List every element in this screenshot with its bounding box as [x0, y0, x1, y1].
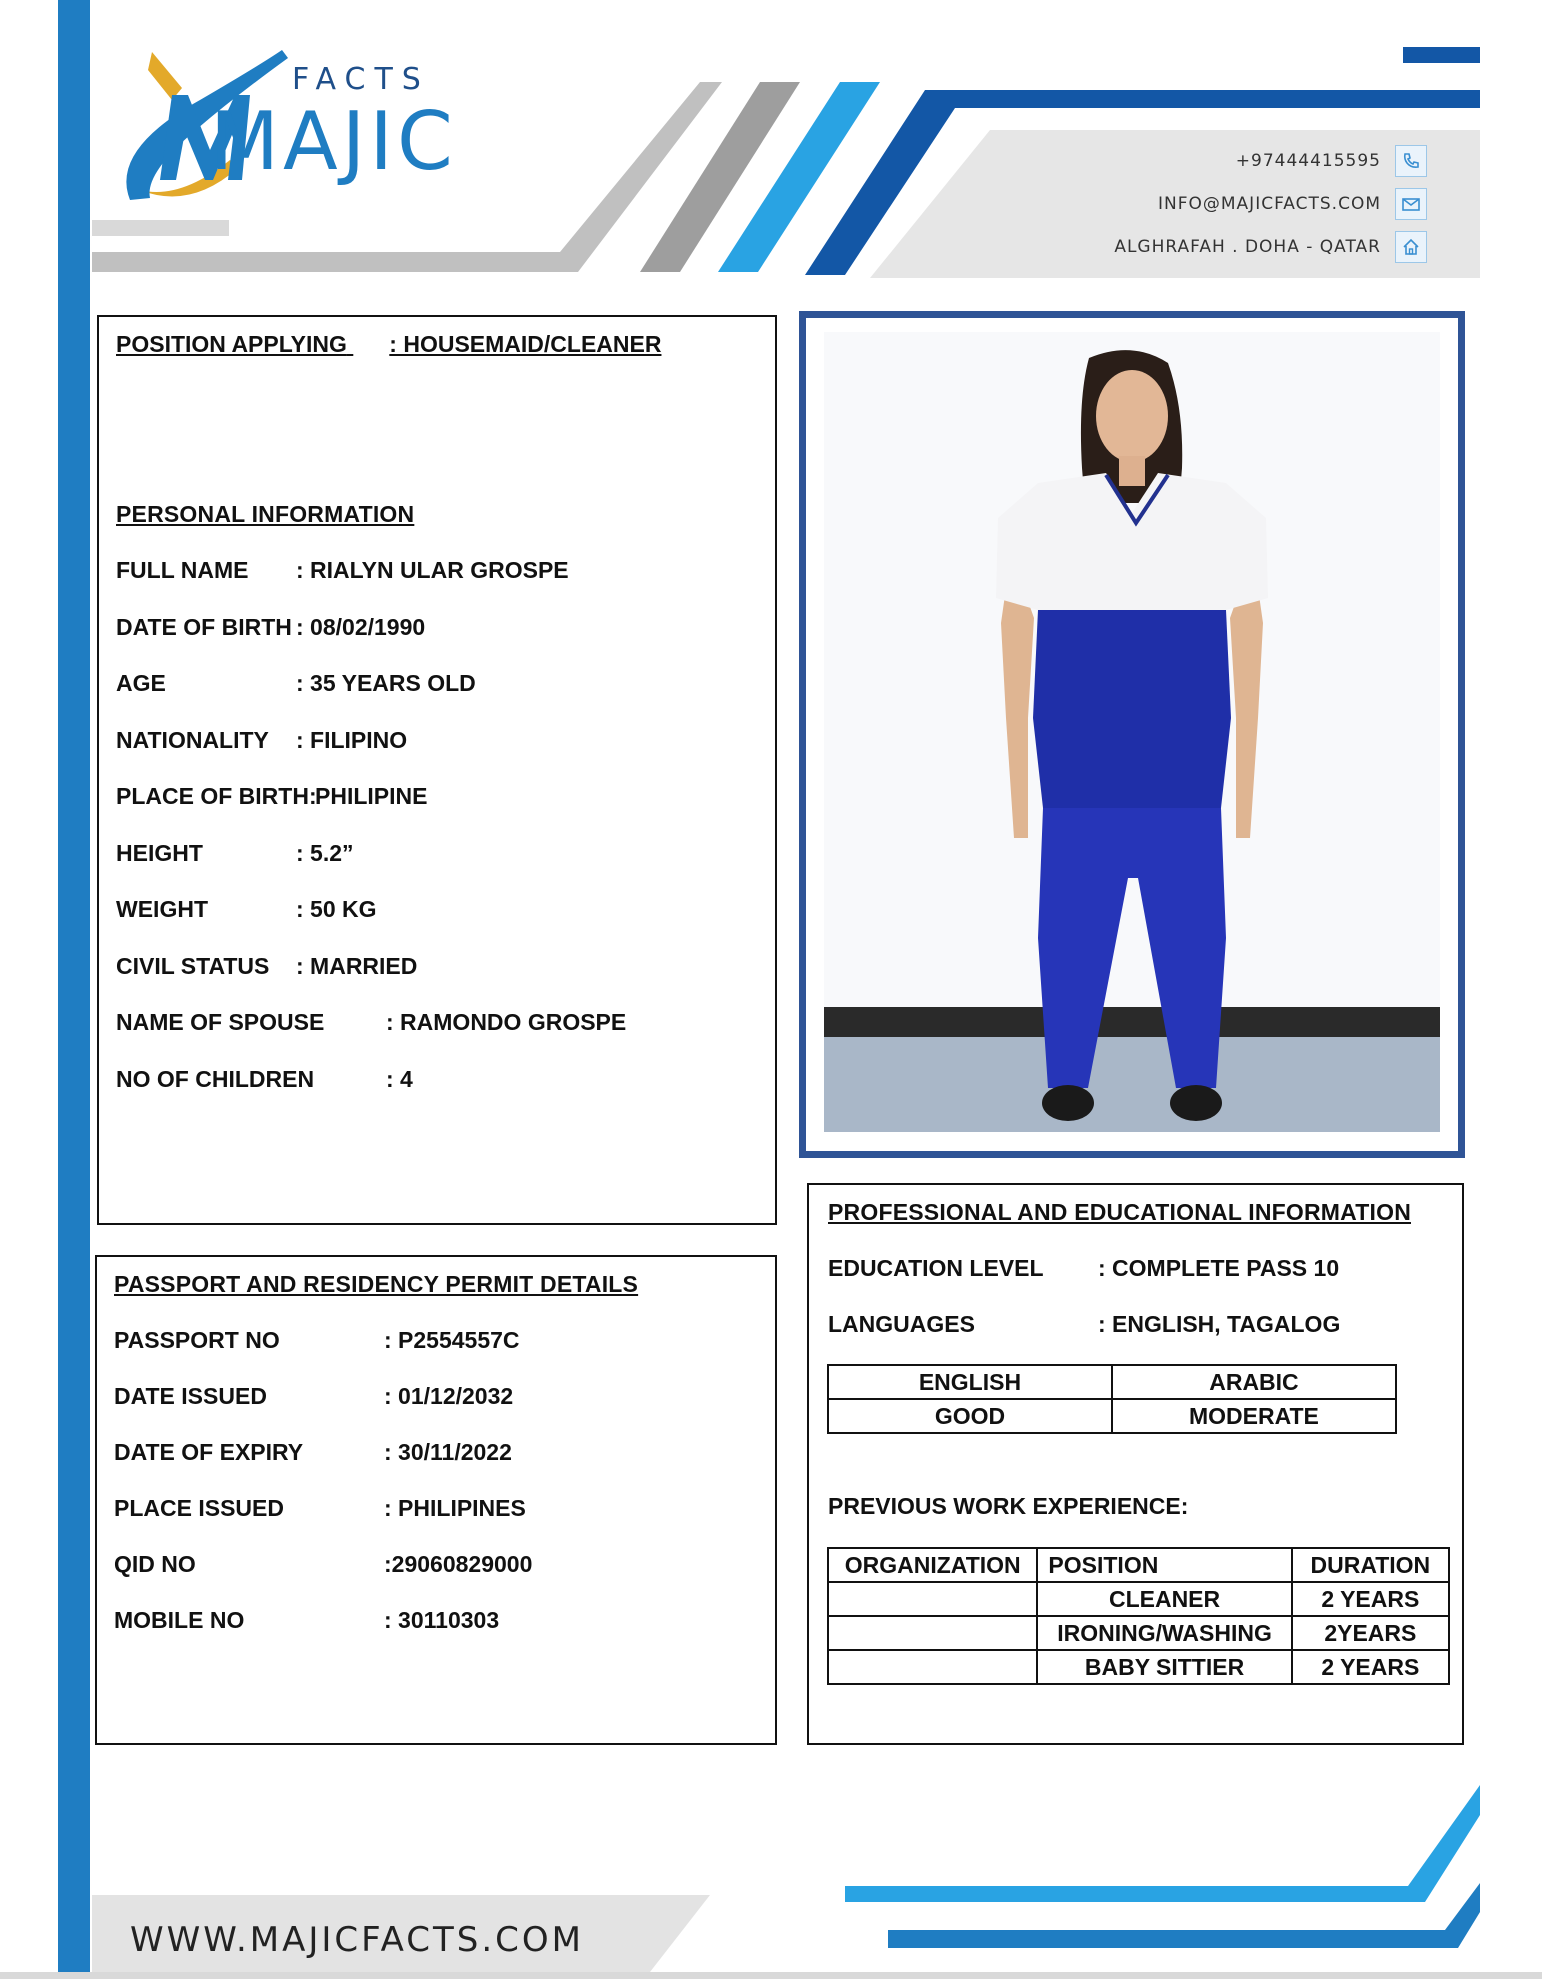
- info-value: : P2554557C: [384, 1327, 520, 1353]
- mail-icon: [1395, 188, 1427, 220]
- info-value: :29060829000: [384, 1551, 533, 1577]
- company-logo: [110, 40, 490, 210]
- info-label: HEIGHT: [116, 839, 203, 866]
- table-cell: [828, 1616, 1037, 1650]
- table-cell: IRONING/WASHING: [1037, 1616, 1291, 1650]
- table-cell: 2YEARS: [1292, 1616, 1449, 1650]
- info-label: AGE: [116, 670, 166, 696]
- table-row: [828, 1399, 1396, 1433]
- table-cell: 2 YEARS: [1292, 1650, 1449, 1684]
- logo-small-text: FACTS: [292, 62, 430, 97]
- phone-text: +97444415595: [1235, 151, 1381, 171]
- info-value: : 08/02/1990: [296, 613, 426, 640]
- contact-address: [1114, 231, 1427, 263]
- contact-phone: [1236, 145, 1427, 177]
- address-text: ALGHRAFAH . DOHA - QATAR: [1114, 237, 1381, 257]
- table-row: [828, 1616, 1449, 1650]
- email-text: INFO@MAJICFACTS.COM: [1158, 194, 1381, 214]
- education-value: : COMPLETE PASS 10: [1098, 1255, 1340, 1281]
- info-value: : MARRIED: [296, 952, 418, 979]
- contact-email: [1158, 188, 1427, 220]
- applicant-photo: [806, 318, 1458, 1151]
- info-value: : 5.2”: [296, 839, 354, 866]
- phone-icon: [1395, 145, 1427, 177]
- info-label: PLACE OF BIRTH:: [116, 783, 317, 809]
- table-cell: CLEANER: [1037, 1582, 1291, 1616]
- table-header-cell: POSITION: [1037, 1548, 1291, 1582]
- info-label: PASSPORT NO: [114, 1327, 280, 1353]
- position-label: POSITION APPLYING: [116, 331, 347, 357]
- passport-title: PASSPORT AND RESIDENCY PERMIT DETAILS: [114, 1271, 639, 1297]
- footer-lightblue-line: [845, 1785, 1480, 1902]
- table-row: [828, 1582, 1449, 1616]
- info-label: FULL NAME: [116, 557, 249, 583]
- table-row: [828, 1365, 1396, 1399]
- info-value: : 50 KG: [296, 896, 377, 922]
- table-cell: [828, 1582, 1037, 1616]
- header-darkblue-stub: [1403, 47, 1480, 63]
- info-label: NO OF CHILDREN: [116, 1065, 315, 1092]
- work-experience-table: [827, 1547, 1450, 1685]
- table-cell: GOOD: [828, 1399, 1112, 1433]
- info-value: : 35 YEARS OLD: [296, 670, 476, 696]
- info-value: : PHILIPINES: [384, 1495, 526, 1521]
- professional-title: PROFESSIONAL AND EDUCATIONAL INFORMATION: [828, 1199, 1411, 1225]
- table-cell: MODERATE: [1112, 1399, 1396, 1433]
- info-value: : 30/11/2022: [384, 1439, 512, 1465]
- left-accent-bar: [58, 0, 90, 1979]
- info-value: : FILIPINO: [296, 726, 408, 753]
- info-label: MOBILE NO: [114, 1607, 245, 1633]
- info-value: PHILIPINE: [315, 783, 428, 809]
- languages-value: : ENGLISH, TAGALOG: [1098, 1311, 1341, 1337]
- languages-label: LANGUAGES: [828, 1311, 975, 1337]
- info-value: : 4: [386, 1065, 413, 1092]
- info-label: NAME OF SPOUSE: [116, 1009, 325, 1035]
- table-cell: BABY SITTIER: [1037, 1650, 1291, 1684]
- table-row: [828, 1650, 1449, 1684]
- experience-title: PREVIOUS WORK EXPERIENCE:: [828, 1493, 1189, 1519]
- language-proficiency-table: [827, 1364, 1397, 1434]
- info-value: : 01/12/2032: [384, 1383, 514, 1409]
- header-grey-stripe: [92, 220, 229, 236]
- table-cell: [828, 1650, 1037, 1684]
- table-cell: ARABIC: [1112, 1365, 1396, 1399]
- info-label: DATE OF EXPIRY: [114, 1439, 304, 1465]
- table-cell: ENGLISH: [828, 1365, 1112, 1399]
- info-value: : RAMONDO GROSPE: [386, 1009, 627, 1035]
- table-header-cell: DURATION: [1292, 1548, 1449, 1582]
- info-value: : 30110303: [384, 1607, 500, 1633]
- info-label: WEIGHT: [116, 896, 208, 922]
- table-row: [828, 1548, 1449, 1582]
- personal-info-title: PERSONAL INFORMATION: [116, 501, 415, 527]
- info-label: DATE OF BIRTH: [116, 613, 292, 640]
- info-value: : RIALYN ULAR GROSPE: [296, 557, 569, 583]
- position-value: : HOUSEMAID/CLEANER: [389, 331, 662, 357]
- home-icon: [1395, 231, 1427, 263]
- website-url[interactable]: WWW.MAJICFACTS.COM: [130, 1920, 584, 1960]
- info-label: CIVIL STATUS: [116, 952, 270, 979]
- info-label: NATIONALITY: [116, 726, 269, 753]
- position-applying: [116, 331, 661, 358]
- info-label: PLACE ISSUED: [114, 1495, 284, 1521]
- education-label: EDUCATION LEVEL: [828, 1255, 1044, 1281]
- info-label: QID NO: [114, 1551, 196, 1577]
- applicant-photo-frame: [799, 311, 1465, 1158]
- table-header-cell: ORGANIZATION: [828, 1548, 1037, 1582]
- logo-big-text: MAJIC: [210, 95, 457, 188]
- info-label: DATE ISSUED: [114, 1383, 267, 1409]
- table-cell: 2 YEARS: [1292, 1582, 1449, 1616]
